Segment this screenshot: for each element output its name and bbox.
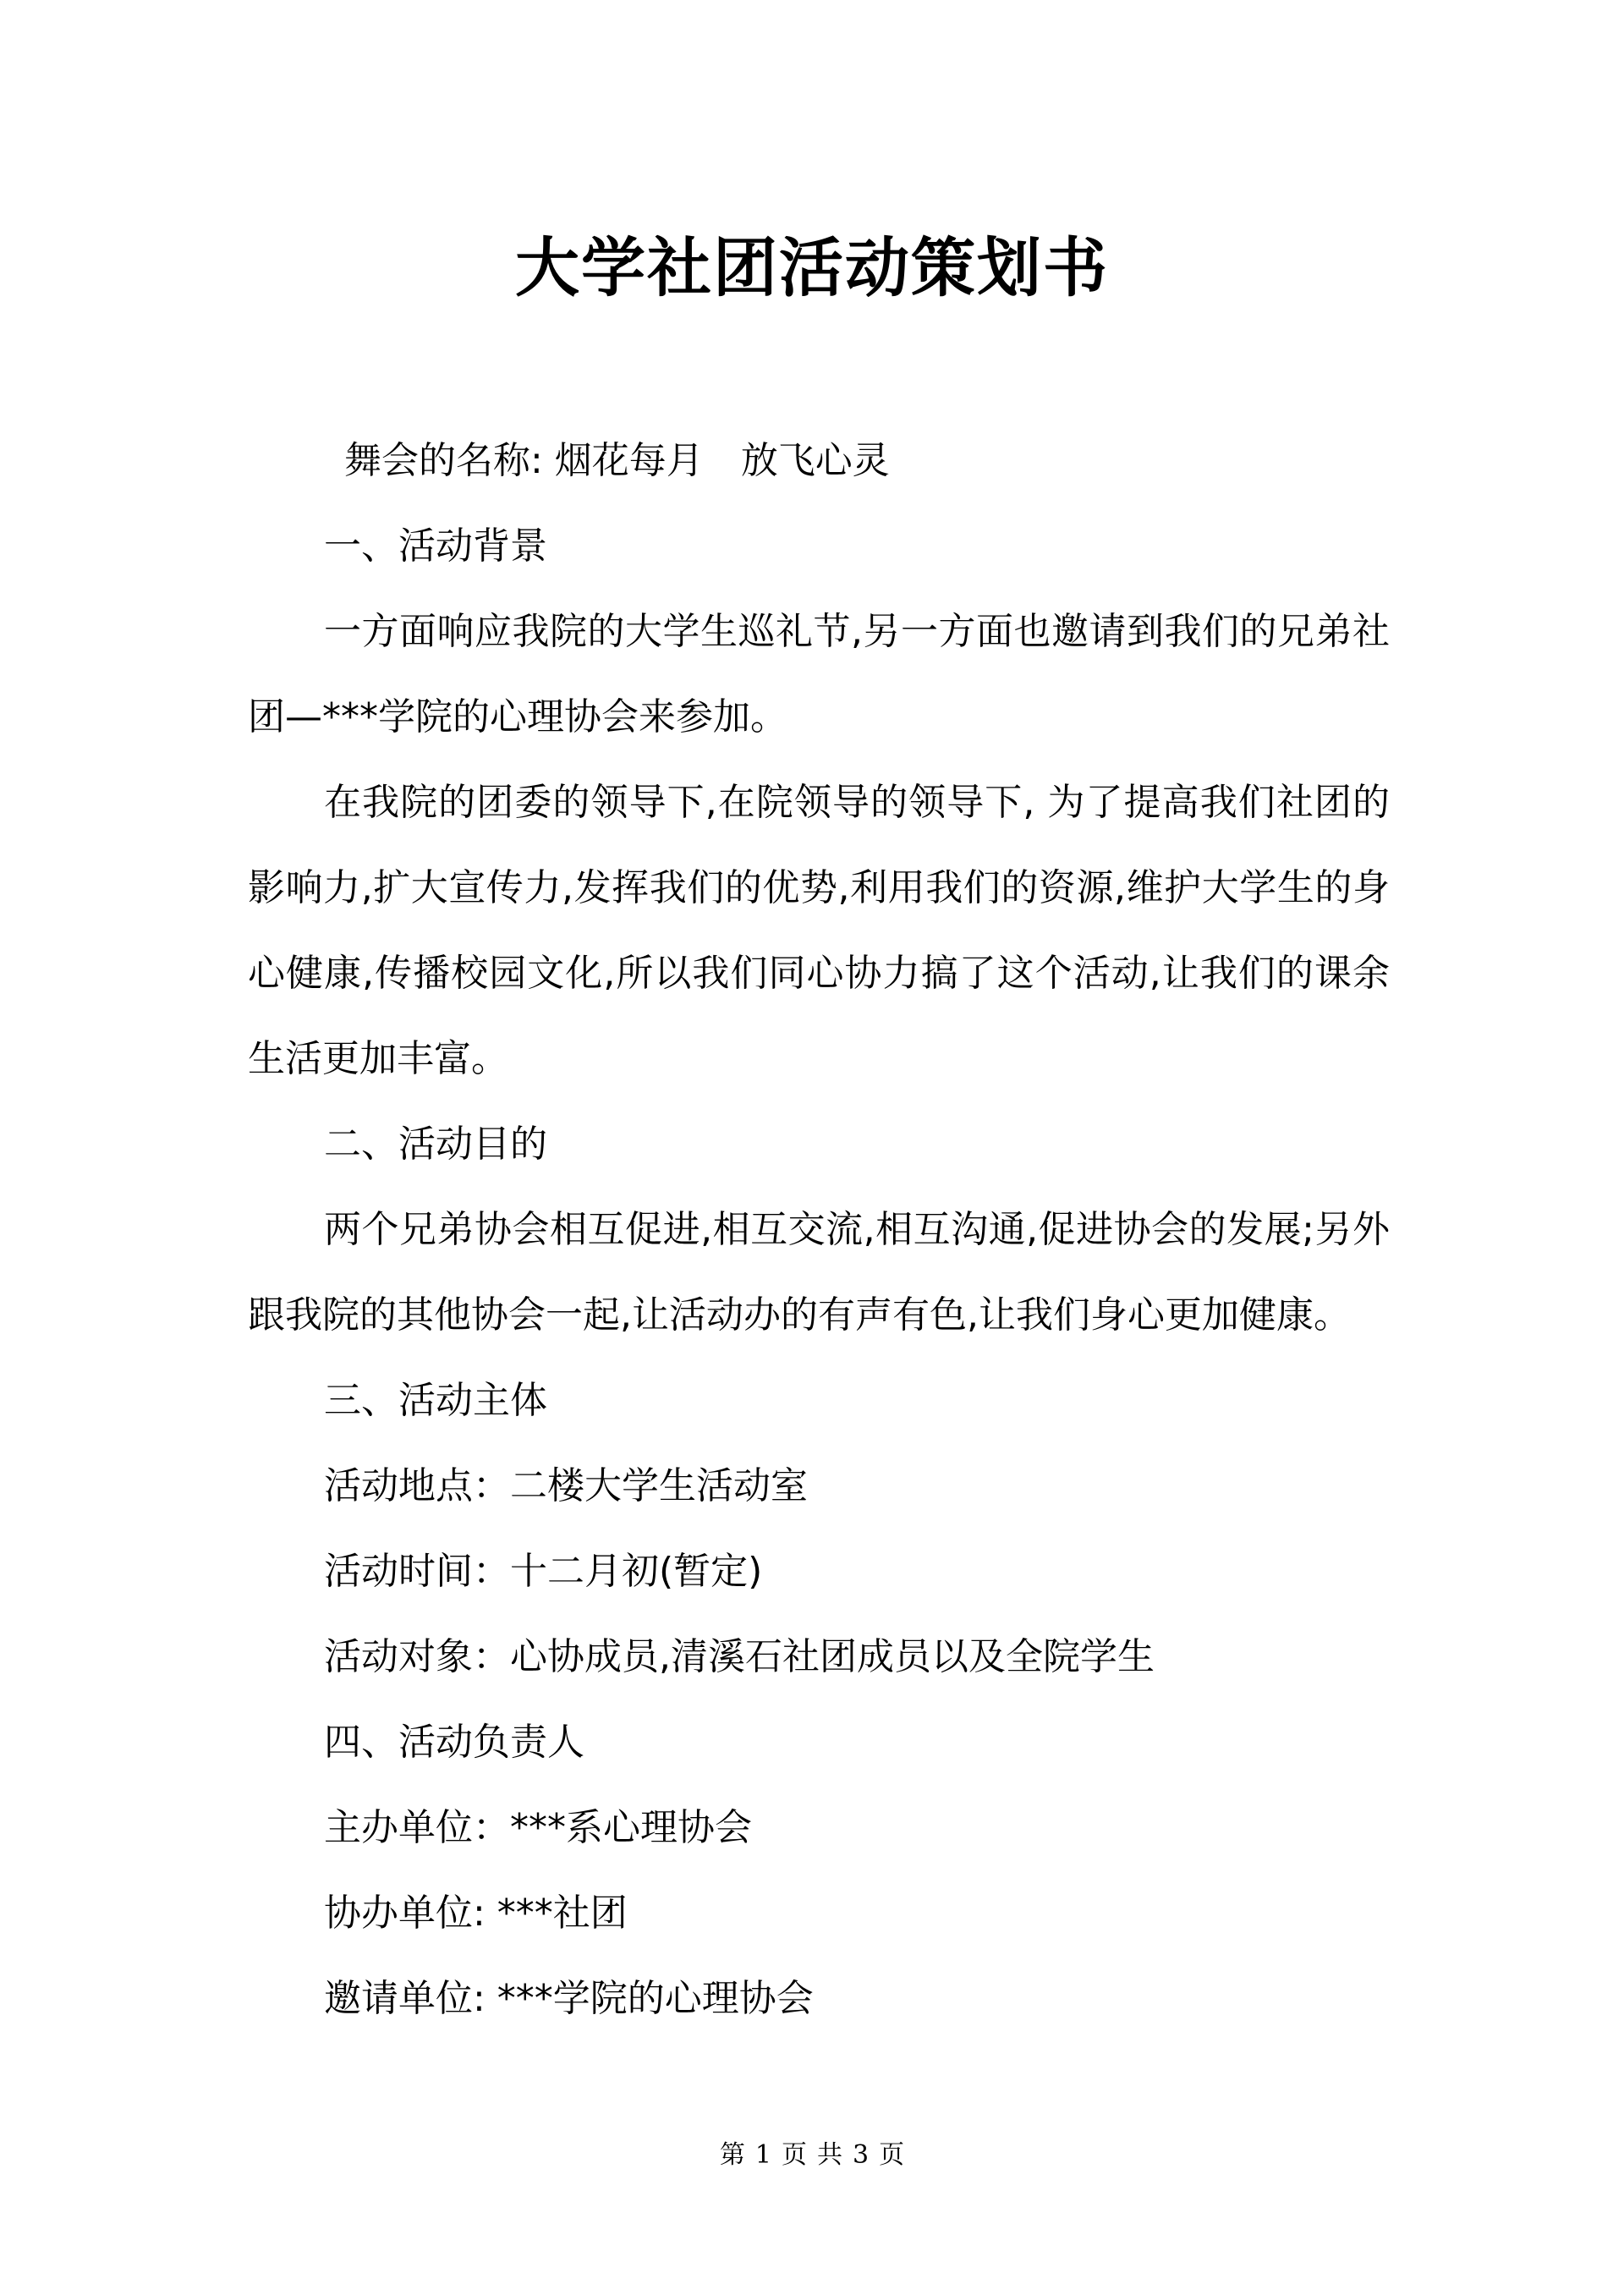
footer-current-page: 1 <box>754 2140 771 2170</box>
page-footer <box>0 2139 1624 2172</box>
background-paragraph-2: 在我院的团委的领导下,在院领导的领导下, 为了提高我们社团的影响力,扩大宣传力,发挥我们的优势,利用我们的资源,维护大学生的身心健康,传播校园文化,所以我们同心协力搞了这个活动,让我们的课余生活更加丰富。 <box>248 781 1390 1080</box>
section-heading-main: 三、活动主体 <box>324 1379 547 1422</box>
invited-unit: 邀请单位: ***学院的心理协会 <box>324 1977 814 2020</box>
activity-location: 活动地点：二楼大学生活动室 <box>324 1464 808 1507</box>
event-name-subtitle: 放飞心灵 <box>740 439 890 482</box>
event-name-label: 舞会的名称: 烟花每月 <box>344 439 704 482</box>
host-unit: 主办单位：***系心理协会 <box>324 1806 752 1849</box>
footer-page-word: 页 <box>782 2140 807 2170</box>
document-title: 大学社团活动策划书 <box>515 230 1109 305</box>
purpose-paragraph: 两个兄弟协会相互促进,相互交流,相互沟通,促进协会的发展;另外跟我院的其他协会一起,让活动办的有声有色,让我们身心更加健康。 <box>248 1208 1390 1337</box>
activity-audience: 活动对象：心协成员,清溪石社团成员以及全院学生 <box>324 1635 1155 1678</box>
background-paragraph-1: 一方面响应我院的大学生巡礼节,另一方面也邀请到我们的兄弟社团—***学院的心理协会来参加。 <box>248 610 1390 738</box>
footer-suffix: 页 <box>879 2140 905 2170</box>
footer-prefix: 第 <box>719 2140 745 2170</box>
activity-time: 活动时间：十二月初(暂定) <box>324 1550 763 1593</box>
section-heading-purpose: 二、活动目的 <box>324 1123 547 1166</box>
footer-total-pages: 3 <box>853 2140 870 2170</box>
event-name-line <box>248 418 1398 503</box>
section-heading-organizers: 四、活动负责人 <box>324 1721 584 1764</box>
section-heading-background: 一、活动背景 <box>324 524 547 568</box>
co-host-unit: 协办单位: ***社团 <box>324 1891 628 1935</box>
footer-total-prefix: 共 <box>817 2140 842 2170</box>
document-body <box>248 418 1398 2041</box>
